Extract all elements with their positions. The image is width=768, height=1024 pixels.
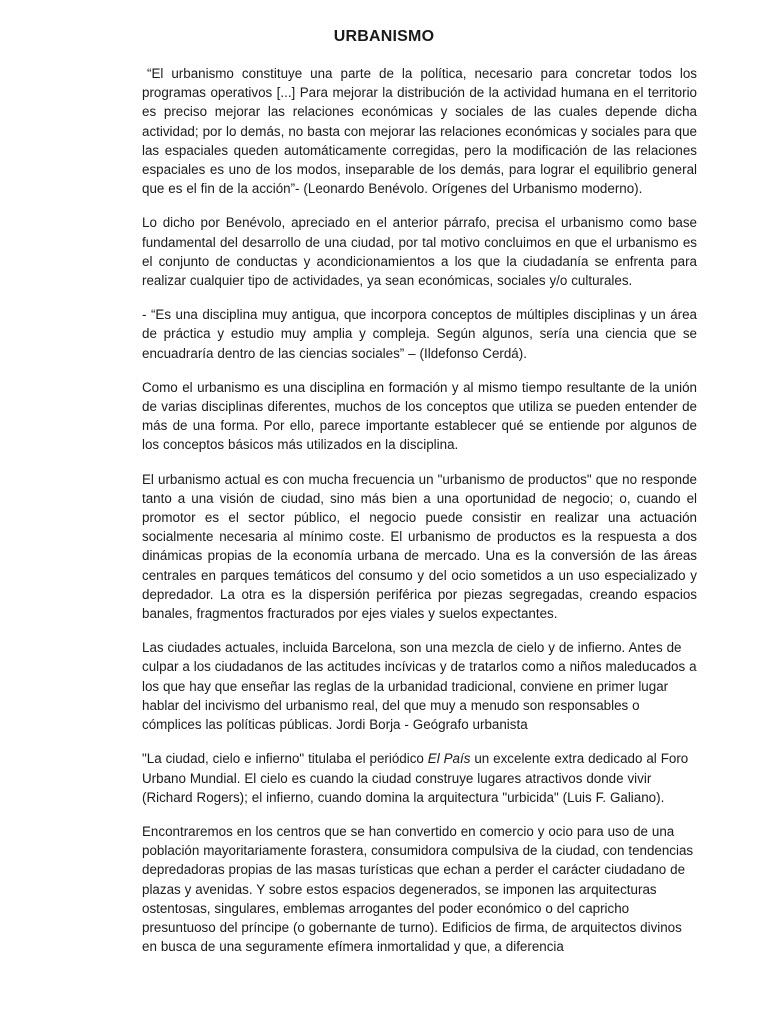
paragraph-cerda-quote: - “Es una disciplina muy antigua, que incorpora conceptos de múltiples disciplinas y un área de práctica y estudio muy amplia y compleja. Según algunos, sería una ciencia que se encuadraría dentro de las ciencias sociales” – (Ildefonso Cerdá).: [142, 307, 697, 361]
newspaper-name: El País: [427, 751, 471, 767]
paragraph-borja: Las ciudades actuales, incluida Barcelona, son una mezcla de cielo y de infierno. Antes de culpar a los ciudadanos de las actitudes incívicas y de tratarlos como a niños maleducados a los que hay que enseñar las reglas de la urbanidad tradicional, conviene en primer lugar hablar del incivismo del urbanismo real, del que muy a menudo son responsables o cómplices las políticas públicas. Jordi Borja - Geógrafo urbanista: [142, 640, 697, 733]
paragraph-el-pais-after: un excelente extra dedicado al Foro Urbano Mundial. El cielo es cuando la ciudad construye lugares atractivos donde vivir (Richard Rogers); el infierno, cuando domina la arquitectura "urbicida" (Luis F. Galiano).: [142, 751, 689, 805]
paragraph-urbanismo-productos: El urbanismo actual es con mucha frecuencia un "urbanismo de productos" que no responde tanto a una visión de ciudad, sino más bien a una oportunidad de negocio; o, cuando el promotor es el sector público, el negocio puede consistir en realizar una actuación socialmente necesaria al mínimo coste. El urbanismo de productos es la respuesta a dos dinámicas propias de la economía urbana de mercado. Una es la conversión de las áreas centrales en parques temáticos del consumo y del ocio sometidos a un uso especializado y depredador. La otra es la dispersión periférica por piezas segregadas, creando espacios banales, fragmentos fracturados por ejes viales y suelos expectantes.: [142, 471, 697, 622]
paragraph-benevolo-quote: “El urbanismo constituye una parte de la política, necesario para concretar todos los programas operativos [...] Para mejorar la distribución de la actividad humana en el territorio es preciso mejorar las relaciones económicas y sociales de las cuales depende dicha actividad; por lo demás, no basta con mejorar las relaciones económicas y sociales para que las espaciales queden automáticamente corregidas, pero la modificación de las relaciones espaciales es uno de los modos, inseparable de los demás, para lograr el equilibrio general que es el fin de la acción”- (Leonardo Benévolo. Orígenes del Urbanismo moderno).: [142, 66, 697, 197]
paragraph-discipline-concepts: Como el urbanismo es una disciplina en formación y al mismo tiempo resultante de la unión de varias disciplinas diferentes, muchos de los conceptos que utiliza se pueden entender de más de una forma. Por ello, parece importante establecer qué se entiende por algunos de los conceptos básicos más utilizados en la disciplina.: [142, 379, 697, 453]
document-title: URBANISMO: [333, 28, 435, 45]
paragraph-centros-comercio: Encontraremos en los centros que se han convertido en comercio y ocio para uso de una población mayoritariamente forastera, consumidora compulsiva de la ciudad, con tendencias depredadoras propias de las masas turísticas que echan a perder el carácter ciudadano de plazas y avenidas. Y sobre estos espacios degenerados, se imponen las arquitecturas ostentosas, singulares, emblemas arrogantes del poder económico o del capricho presuntuoso del príncipe (o gobernante de turno). Edificios de firma, de arquitectos divinos en busca de una seguramente efímera inmortalidad y que, a diferencia: [142, 823, 694, 955]
paragraph-benevolo-commentary: Lo dicho por Benévolo, apreciado en el anterior párrafo, precisa el urbanismo como base fundamental del desarrollo de una ciudad, por tal motivo concluimos en que el urbanismo es el conjunto de conductas y acondicionamientos a los que la ciudadanía se enfrenta para realizar cualquier tipo de actividades, ya sean económicas, sociales y/o culturales.: [142, 215, 697, 289]
paragraph-el-pais-before: "La ciudad, cielo e infierno" titulaba el periódico: [142, 751, 428, 767]
document-body: [142, 64, 697, 971]
paragraph-el-pais: [142, 749, 697, 807]
